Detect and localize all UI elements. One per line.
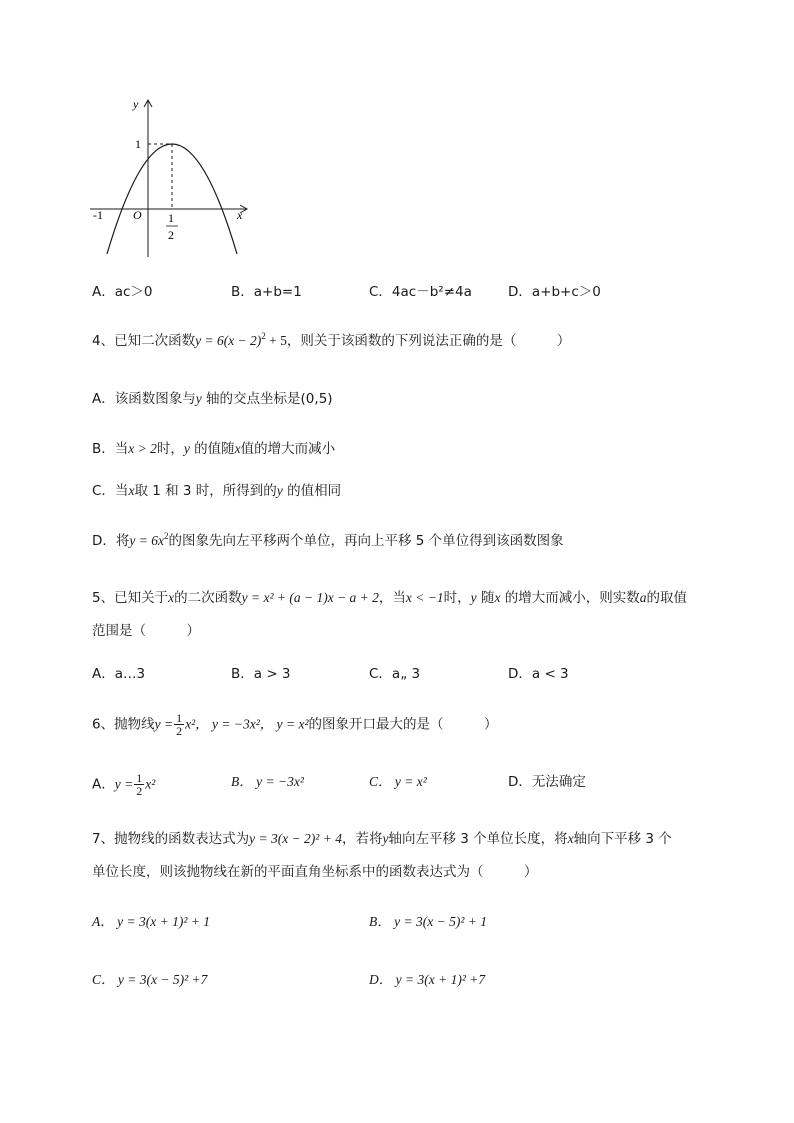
q5-stem-mid2: ，当	[378, 590, 406, 606]
q4-stem-suffix: ，则关于该函数的下列说法正确的是（ ）	[286, 333, 571, 349]
q4-option-c-prefix: C．当	[92, 483, 129, 499]
axis-y-label: y	[133, 97, 139, 111]
q3-option-a[interactable]	[92, 282, 153, 302]
q6-option-a-frac-num: 1	[136, 771, 143, 785]
q5-stem-var3: x	[494, 590, 501, 605]
q3-option-a-text: A．ac＞0	[92, 284, 153, 300]
q7-stem-mid2: 轴向左平移 3 个单位长度，将	[388, 831, 568, 847]
q5-option-a[interactable]	[92, 664, 145, 684]
q5-stem-line2-text: 范围是（ ）	[92, 623, 200, 639]
q5-stem-mid: 的二次函数	[174, 590, 242, 606]
q4-option-d[interactable]: D．将$y = 6x^2$的图象先向左平移两个单位，再向上平移 5 个单位得到该函数图象	[92, 531, 564, 549]
axis-x-label: x	[237, 208, 243, 222]
q6-stem-suffix: 的图象开口最大的是（ ）	[308, 716, 498, 733]
q6-option-a-frac-den: 2	[136, 784, 143, 798]
q7-stem-mid: ，若将	[341, 831, 383, 847]
label-one: 1	[135, 137, 141, 151]
q6-stem-fraction	[174, 712, 184, 737]
q5-stem-formula: y = x² + (a − 1)x − a + 2	[241, 590, 379, 605]
q4-option-d-formula: y = 6x	[129, 533, 164, 548]
parabola-figure	[85, 92, 255, 267]
q3-option-b-text: B．a+b=1	[231, 284, 302, 300]
q5-option-d-text: D．a < 3	[508, 666, 569, 682]
q6-stem-prefix: 6、抛物线	[92, 716, 155, 733]
q6-option-c[interactable]	[369, 772, 427, 792]
q5-option-b-text: B．a > 3	[231, 666, 291, 682]
q7-option-b-text: B． y = 3(x − 5)² + 1	[369, 914, 487, 929]
q4-option-a-prefix: A．该函数图象与	[92, 391, 196, 407]
q7-stem-line2	[92, 862, 538, 882]
q4-option-c-var: x	[128, 483, 135, 498]
q3-option-c[interactable]	[369, 282, 472, 302]
q5-stem-line2	[92, 621, 200, 641]
q6-option-b-text: B． y = −3x²	[231, 774, 304, 789]
q4-option-b-mid: 时，	[156, 441, 184, 457]
q5-stem	[92, 588, 687, 608]
q5-stem-mid3: 时，	[443, 590, 471, 606]
q4-option-c-mid: 取 1 和 3 时，所得到的	[134, 483, 277, 499]
label-half-den: 2	[168, 228, 174, 242]
q3-option-c-text: C．4ac－b²≠4a	[369, 284, 472, 300]
q6-option-c-text: C． y = x²	[369, 774, 427, 789]
q7-option-a-text: A． y = 3(x + 1)² + 1	[92, 914, 210, 929]
q4-option-c[interactable]	[92, 481, 341, 501]
q5-stem-mid5: 的增大而减小，则实数	[500, 590, 640, 606]
q5-option-c-text: C．a„ 3	[369, 666, 421, 682]
q5-stem-var: x	[168, 590, 175, 605]
q5-stem-var4: a	[639, 590, 647, 605]
q4-option-b-var2: x	[234, 441, 241, 456]
q6-stem-frac-den: 2	[176, 724, 183, 738]
q7-stem-line2-text: 单位长度，则该抛物线在新的平面直角坐标系中的函数表达式为（ ）	[92, 864, 538, 880]
q6-option-a[interactable]	[92, 772, 155, 797]
q3-option-d[interactable]	[508, 282, 601, 302]
q6-option-a-rhs: x²	[145, 776, 156, 792]
q5-option-a-text: A．a…3	[92, 666, 146, 682]
q4-option-b-prefix: B．当	[92, 441, 129, 457]
q4-option-b-var1: y	[183, 441, 190, 456]
q4-option-a[interactable]	[92, 389, 333, 409]
q7-option-b[interactable]	[369, 912, 487, 932]
q6-stem-frac-num: 1	[176, 711, 183, 725]
q6-stem-f1-lhs: y =	[154, 716, 174, 732]
q6-option-d-text: D．无法确定	[508, 774, 586, 790]
label-neg-one: -1	[93, 208, 103, 222]
q5-stem-prefix: 5、已知关于	[92, 590, 169, 606]
q5-stem-cond: x < −1	[405, 590, 444, 605]
q4-option-b-cond: x > 2	[128, 441, 157, 456]
q6-option-b[interactable]	[231, 772, 304, 792]
label-half-num: 1	[168, 211, 174, 225]
q4-option-b-suffix: 值的增大而减小	[240, 441, 336, 457]
q7-option-a[interactable]	[92, 912, 210, 932]
q4-option-b[interactable]	[92, 439, 335, 459]
q6-stem	[92, 712, 498, 737]
q4-option-b-mid2: 的值随	[189, 441, 235, 457]
q7-option-d[interactable]	[369, 970, 485, 990]
q7-stem-formula: y = 3(x − 2)² + 4	[249, 831, 342, 846]
q7-stem-var1: y	[382, 831, 389, 846]
q4-stem-formula: y = 6(x − 2)	[195, 333, 262, 348]
q4-option-d-suffix: 的图象先向左平移两个单位，再向上平移 5 个单位得到该函数图象	[168, 533, 564, 549]
q7-stem-suffix: 轴向下平移 3 个	[573, 831, 672, 847]
q6-stem-f1-rhs: x²	[185, 716, 196, 732]
q7-stem	[92, 829, 672, 849]
q5-stem-var2: y	[470, 590, 477, 605]
q4-option-c-suffix: 的值相同	[282, 483, 342, 499]
q7-option-d-text: D． y = 3(x + 1)² +7	[369, 972, 486, 987]
q7-stem-var2: x	[567, 831, 574, 846]
q4-option-a-var: y	[195, 391, 202, 406]
q7-option-c-text: C． y = 3(x − 5)² +7	[92, 972, 208, 987]
q6-option-a-lhs: y =	[114, 776, 134, 792]
q5-option-d[interactable]	[508, 664, 569, 684]
q6-option-a-label: A．	[92, 776, 115, 793]
q6-option-a-fraction	[134, 772, 144, 797]
label-origin: O	[133, 208, 142, 222]
q4-option-c-var2: y	[276, 483, 283, 498]
q4-stem-formula-tail: + 5	[265, 333, 287, 348]
q4-option-a-suffix: 轴的交点坐标是(0,5)	[201, 391, 333, 407]
q5-option-c[interactable]	[369, 664, 420, 684]
q3-option-d-text: D．a+b+c＞0	[508, 284, 601, 300]
q4-stem-prefix: 4、已知二次函数	[92, 333, 196, 349]
q4-stem: 4、已知二次函数$y = 6(x - 2)^2 + 5$，则关于该函数的下列说法正确的是（ ）	[92, 331, 571, 349]
q5-stem-suffix: 的取值	[646, 590, 687, 606]
q6-stem-f2: ， y = −3x²	[195, 716, 260, 732]
q5-stem-mid4: 随	[476, 590, 495, 606]
q6-stem-f3: ， y = x²	[259, 716, 309, 732]
q3-option-b[interactable]	[231, 282, 302, 302]
q5-option-b[interactable]	[231, 664, 291, 684]
q7-option-c[interactable]	[92, 970, 207, 990]
q7-stem-prefix: 7、抛物线的函数表达式为	[92, 831, 250, 847]
q6-option-d[interactable]	[508, 772, 586, 792]
q4-option-d-prefix: D．将	[92, 533, 130, 549]
